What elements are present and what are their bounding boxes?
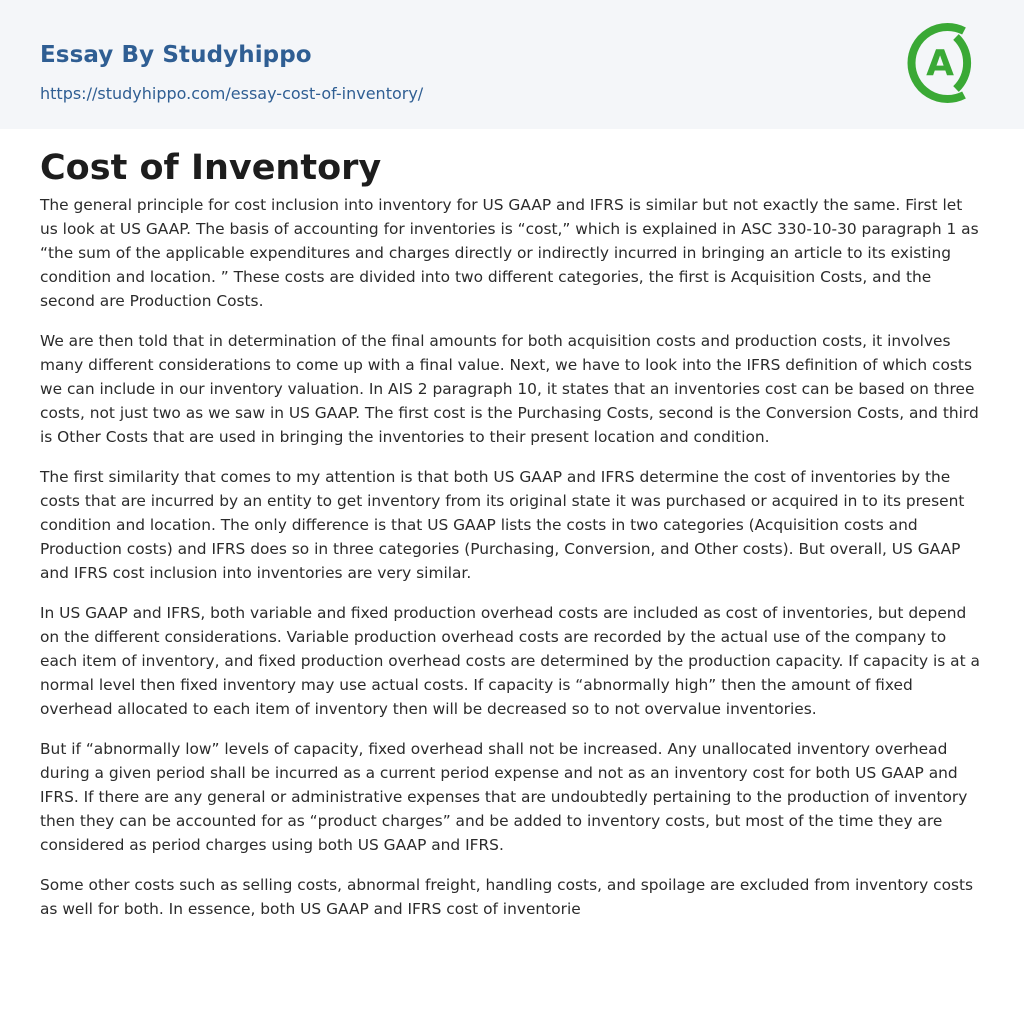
article-body <box>40 193 984 921</box>
source-url-link[interactable]: https://studyhippo.com/essay-cost-of-inventory/ <box>40 84 424 103</box>
studyhippo-logo-icon[interactable] <box>904 19 988 107</box>
logo-letter: A <box>926 43 954 84</box>
paragraph: In US GAAP and IFRS, both variable and fixed production overhead costs are included as cost of inventories, but depend on the different considerations. Variable production overhead costs are recorded by the actual use of the company to each item of inventory, and fixed production overhead costs are determined by the production capacity. If capacity is at a normal level then fixed inventory may use actual costs. If capacity is “abnormally high” then the amount of fixed overhead allocated to each item of inventory then will be decreased so to not overvalue inventories. <box>40 604 980 718</box>
site-header <box>0 0 1024 129</box>
article <box>0 147 1024 921</box>
paragraph: The general principle for cost inclusion into inventory for US GAAP and IFRS is similar but not exactly the same. First let us look at US GAAP. The basis of accounting for inventories is “cost,” which is explained in ASC 330-10-30 paragraph 1 as “the sum of the applicable expenditures and charges directly or indirectly incurred in bringing an article to its existing condition and location. ” These costs are divided into two different categories, the first is Acquisition Costs, and the second are Production Costs. <box>40 196 979 310</box>
site-brand[interactable]: Essay By Studyhippo <box>40 42 312 68</box>
page-title: Cost of Inventory <box>40 148 382 188</box>
paragraph: The first similarity that comes to my attention is that both US GAAP and IFRS determine the cost of inventories by the costs that are incurred by an entity to get inventory from its original state it was purchased or acquired in to its present condition and location. The only difference is that US GAAP lists the costs in two categories (Acquisition costs and Production costs) and IFRS does so in three categories (Purchasing, Conversion, and Other costs). But overall, US GAAP and IFRS cost inclusion into inventories are very similar. <box>40 468 965 582</box>
paragraph: Some other costs such as selling costs, abnormal freight, handling costs, and spoilage are excluded from inventory costs as well for both. In essence, both US GAAP and IFRS cost of inventorie <box>40 876 974 918</box>
paragraph: But if “abnormally low” levels of capacity, fixed overhead shall not be increased. Any unallocated inventory overhead during a given period shall be incurred as a current period expense and not as an inventory cost for both US GAAP and IFRS. If there are any general or administrative expenses that are undoubtedly pertaining to the production of inventory then they can be accounted for as “product charges” and be added to inventory costs, but most of the time they are considered as period charges using both US GAAP and IFRS. <box>40 740 968 854</box>
paragraph: We are then told that in determination of the final amounts for both acquisition costs and production costs, it involves many different considerations to come up with a final value. Next, we have to look into the IFRS definition of which costs we can include in our inventory valuation. In AIS 2 paragraph 10, it states that an inventories cost can be based on three costs, not just two as we saw in US GAAP. The first cost is the Purchasing Costs, second is the Conversion Costs, and third is Other Costs that are used in bringing the inventories to their present location and condition. <box>40 332 979 446</box>
